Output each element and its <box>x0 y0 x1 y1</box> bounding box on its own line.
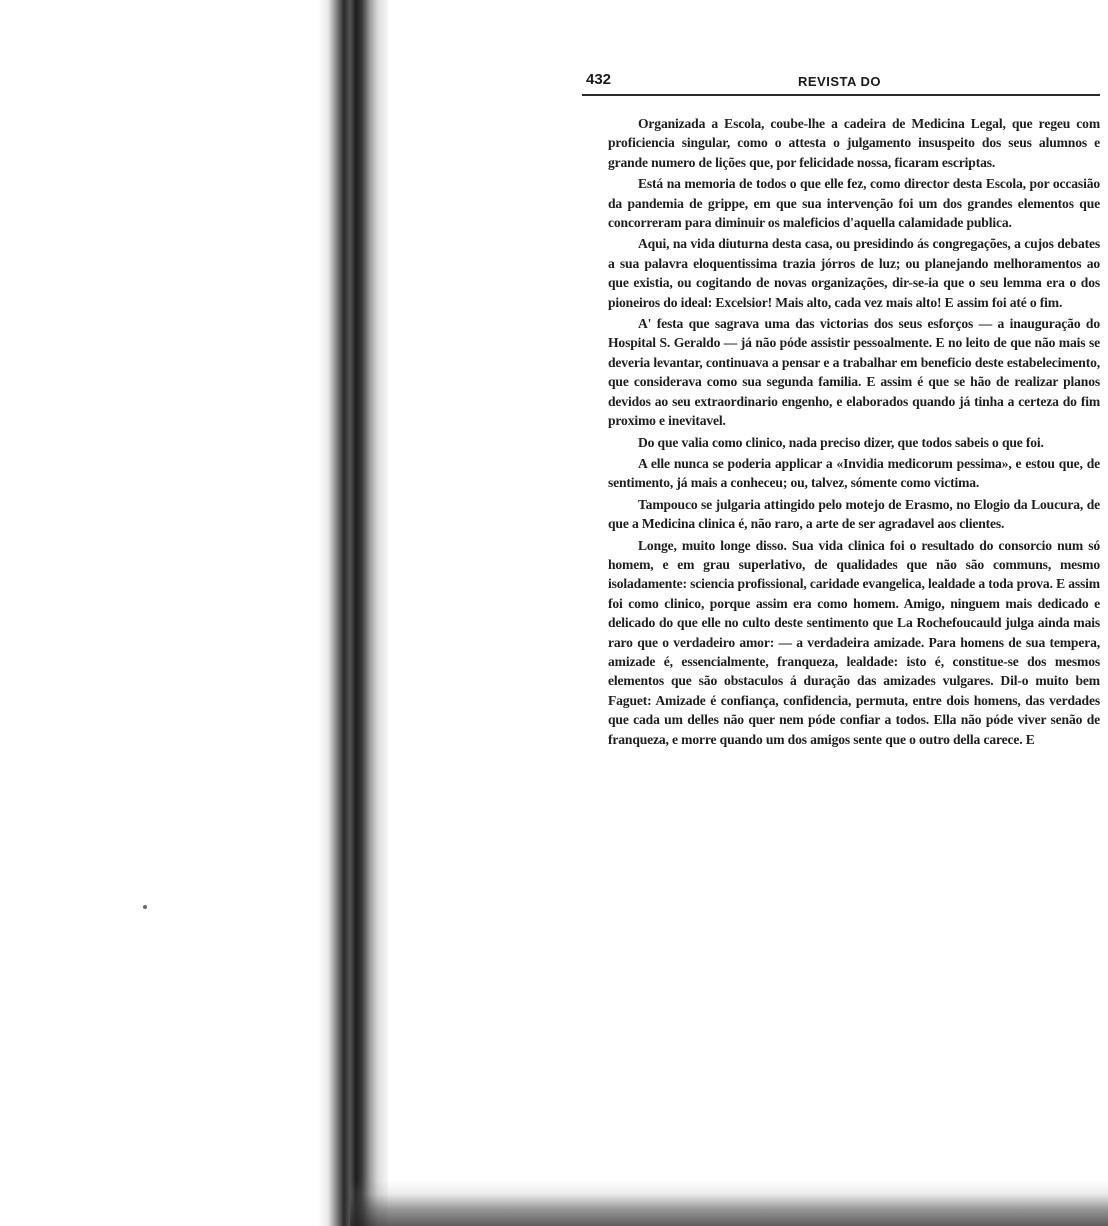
paragraph-medicina-legal: Organizada a Escola, coube-lhe a cadeira de Medicina Legal, que regeu com proficiencia singular, como o attesta o julgamento insuspeito dos seus alumnos e grande numero de lições que, por felicidade nossa, ficaram escriptas. <box>608 116 1100 170</box>
paragraph-hospital-s-geraldo: A' festa que sagrava uma das victorias dos seus esforços — a inauguração do Hospital S. Geraldo — já não póde assistir pessoalmente. E no leito de que não mais se deveria levantar, continuava a pensar e a trabalhar em beneficio deste estabelecimento, que considerava como sua segunda familia. E assim é que se hão de realizar planos devidos ao seu extraordinario engenho, e elaborados quando já tinha a certeza do fim proximo e inevitavel. <box>608 316 1100 429</box>
page-number: 432 <box>586 71 612 88</box>
journal-title: REVISTA DO <box>798 74 882 89</box>
running-head <box>582 68 1100 92</box>
scan-speck <box>143 905 147 909</box>
paragraph-director-grippe: Está na memoria de todos o que elle fez, como director desta Escola, por occasião da pandemia de grippe, em que sua intervenção foi um dos grandes elementos que concorreram para diminuir os maleficios d'aquella calamidade publica. <box>608 176 1100 231</box>
book-binding-gutter <box>318 0 388 1226</box>
paragraph-clinico: Do que valia como clinico, nada preciso dizer, que todos sabeis o que foi. <box>638 434 1044 450</box>
paragraph-invidia-medicorum: A elle nunca se poderia applicar a «Invidia medicorum pessima», e estou que, de sentimento, já mais a conheceu; ou, talvez, sómente como victima. <box>608 455 1100 491</box>
paragraph-amizade: Longe, muito longe disso. Sua vida clinica foi o resultado do consorcio num só homem, e em grau superlativo, de qualidades que não são communs, mesmo isoladamente: sciencia profissional, caridade evangelica, lealdade a toda prova. E assim foi como clinico, porque assim era como homem. Amigo, ninguem mais dedicado e delicado do que elle no culto deste sentimento que La Rochefoucauld julga ainda mais raro que o verdadeiro amor: — a verdadeira amizade. Para homens de sua tempera, amizade é, essencialmente, franqueza, lealdade: isto é, constitue-se dos mesmos elementos que são obstaculos á duração das amizades vulgares. Dil-o muito bem Faguet: Amizade é confiança, confidencia, permuta, entre dois homens, das verdades que cada um delles não quer nem póde confiar a todos. Ella não póde viver senão de franqueza, e morre quando um dos amigos sente que o outro della carece. E <box>608 537 1100 747</box>
book-page <box>582 68 1100 749</box>
paragraph-erasmo: Tampouco se julgaria attingido pelo motejo de Erasmo, no Elogio da Loucura, de que a Medicina clinica é, não raro, a arte de ser agradavel aos clientes. <box>608 496 1100 532</box>
paragraph-excelsior: Aqui, na vida diuturna desta casa, ou presidindo ás congregações, a cujos debates a sua palavra eloquentissima trazia jórros de luz; ou planejando melhoramentos ao que existia, ou cogitando de novas organizações, dir-se-ia que o seu lemma era o dos pioneiros do ideal: Excelsior! Mais alto, cada vez mais alto! E assim foi até o fim. <box>608 236 1100 310</box>
body-text <box>582 114 1100 749</box>
page-bottom-shadow <box>350 1180 1108 1226</box>
header-rule <box>582 94 1100 96</box>
